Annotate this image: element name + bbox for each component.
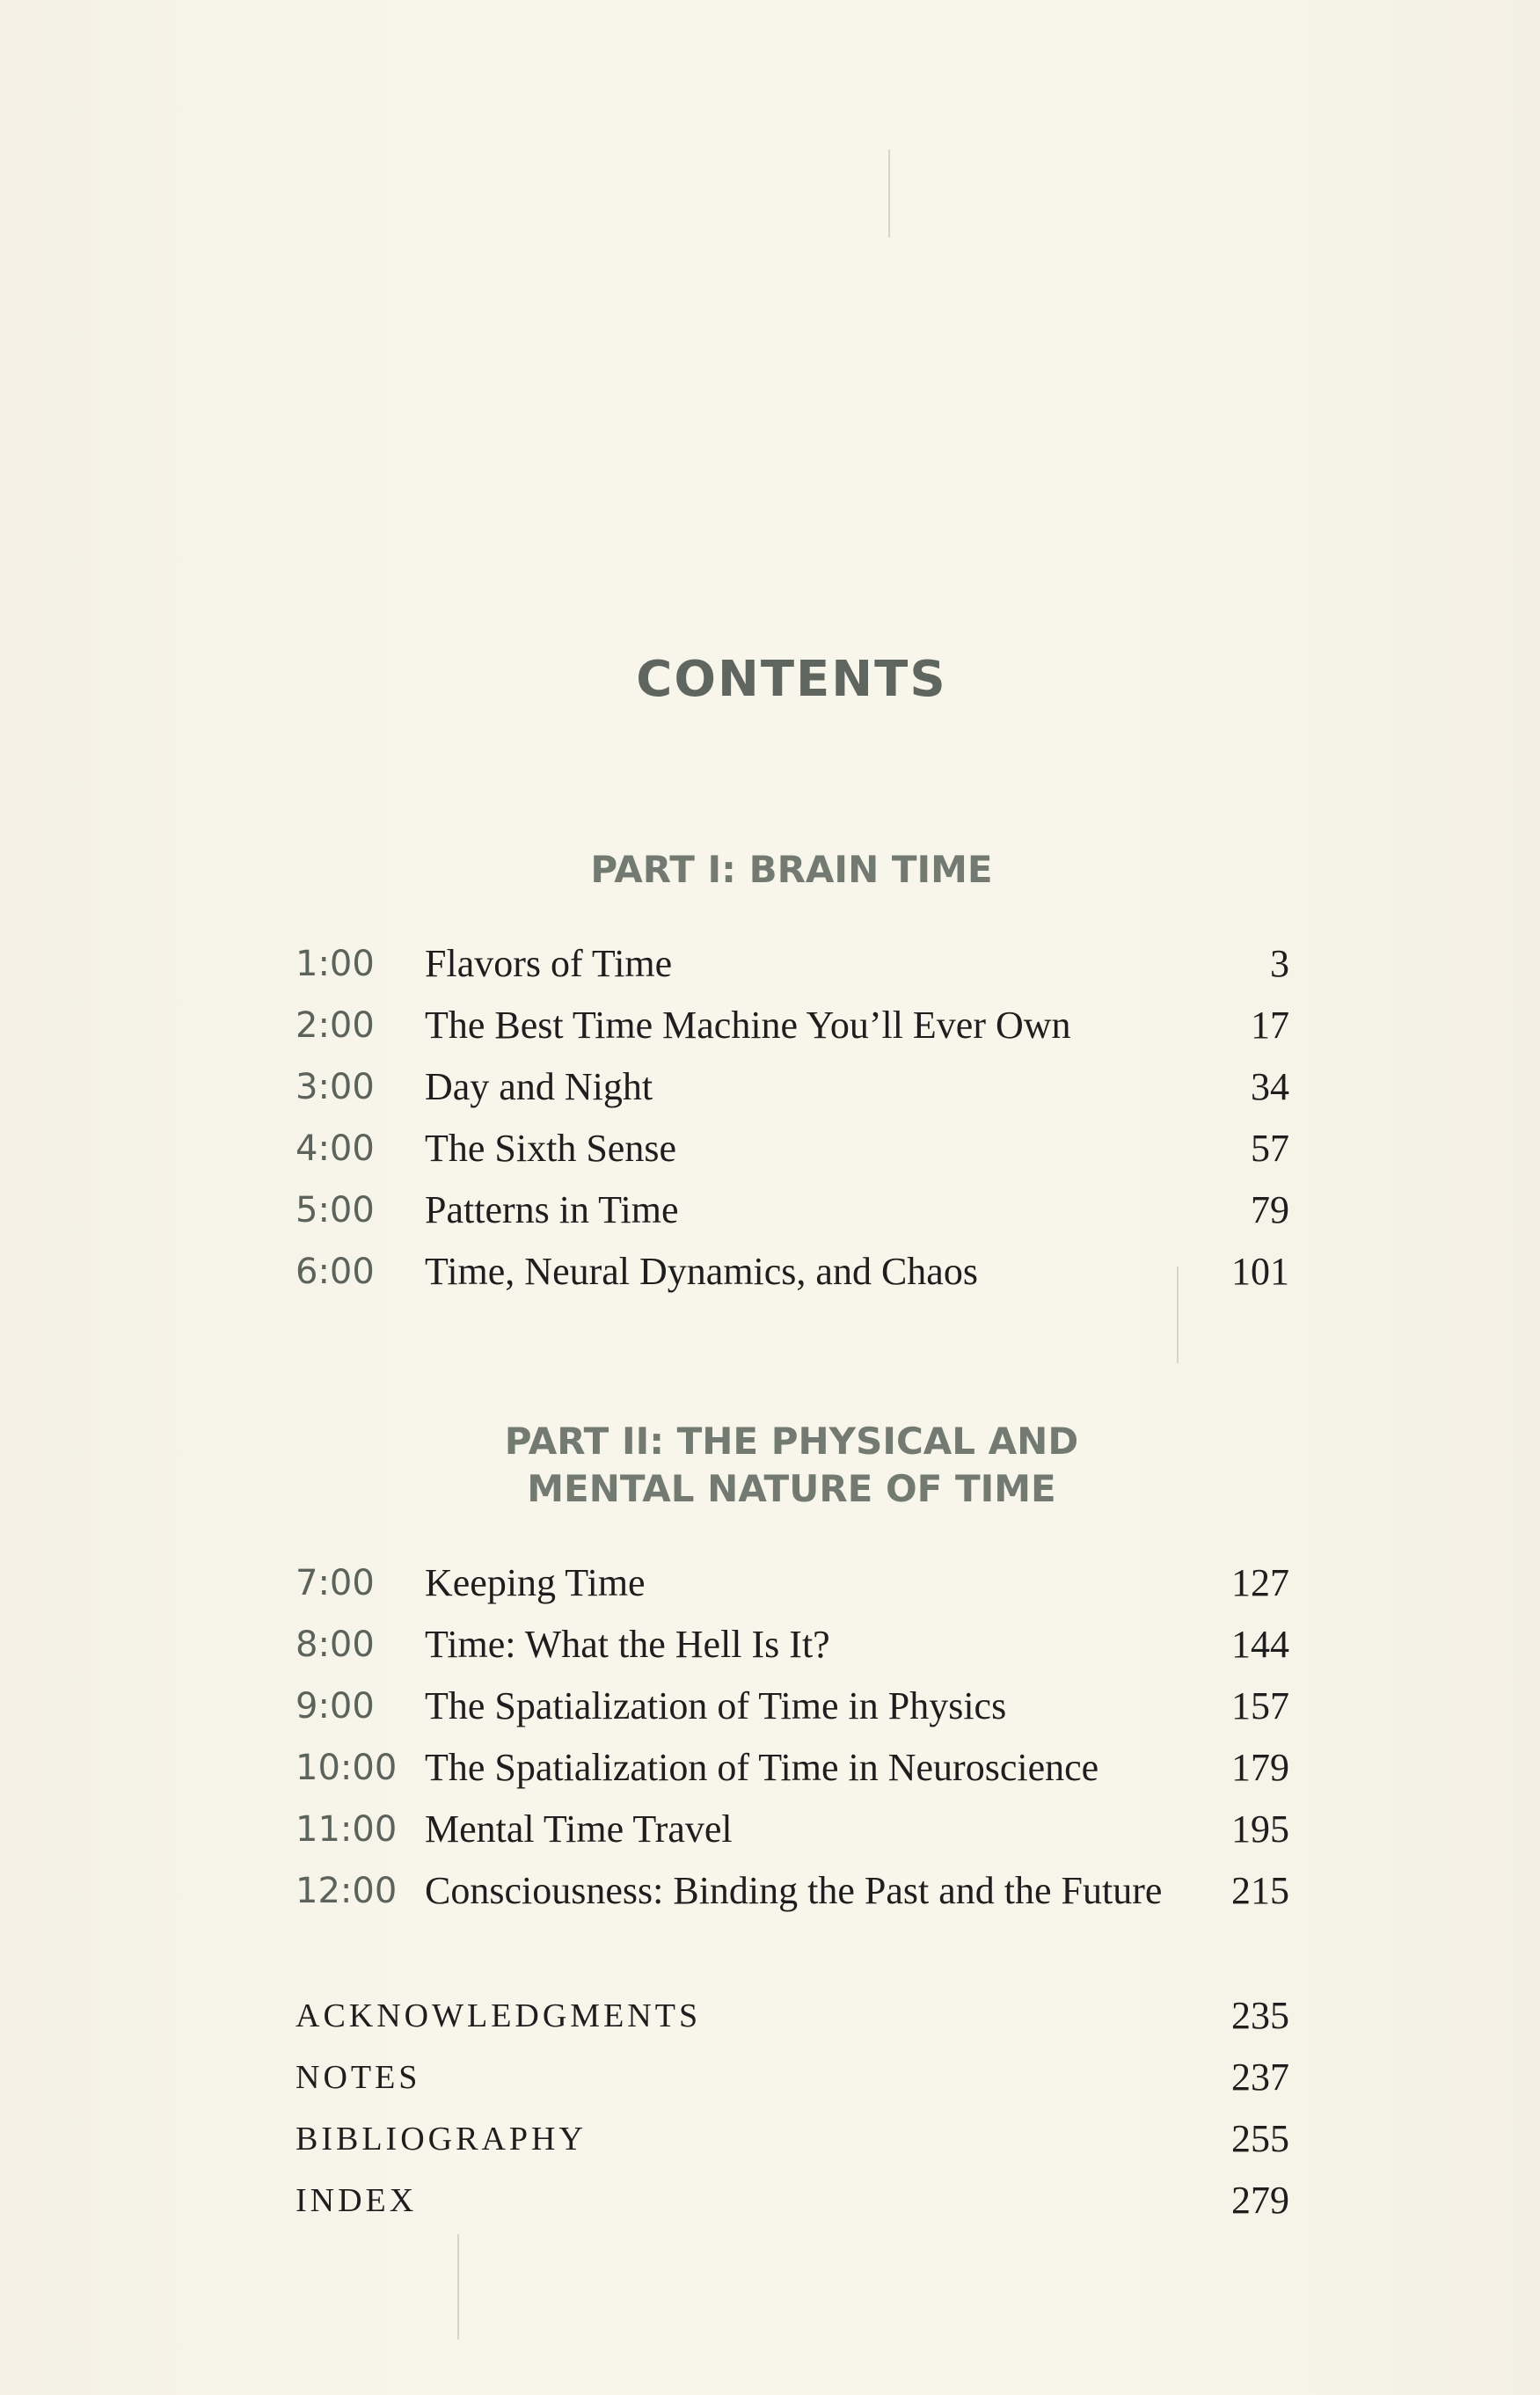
toc-entry[interactable] xyxy=(296,1056,1289,1118)
toc-entry[interactable] xyxy=(296,1860,1289,1922)
chapter-title: Consciousness: Binding the Past and the Future xyxy=(425,1869,1163,1912)
chapter-title: Patterns in Time xyxy=(425,1188,679,1231)
part-2-chapter-list xyxy=(296,1552,1289,1922)
chapter-number: 6:00 xyxy=(296,1252,375,1292)
chapter-page-number: 157 xyxy=(1231,1684,1289,1727)
chapter-title: The Best Time Machine You’ll Ever Own xyxy=(425,1004,1071,1047)
chapter-number: 10:00 xyxy=(296,1748,398,1788)
toc-entry[interactable] xyxy=(296,1737,1289,1799)
part-1-heading-line: PART I: BRAIN TIME xyxy=(590,848,993,891)
back-matter-title: ACKNOWLEDGMENTS xyxy=(296,1997,702,2034)
part-1-chapter-list xyxy=(296,933,1289,1303)
toc-entry[interactable] xyxy=(296,1799,1289,1860)
chapter-title: The Spatialization of Time in Neuroscience xyxy=(425,1746,1099,1789)
chapter-title: Mental Time Travel xyxy=(425,1807,733,1851)
toc-entry[interactable] xyxy=(296,1118,1289,1179)
chapter-page-number: 57 xyxy=(1251,1127,1289,1170)
toc-entry[interactable] xyxy=(296,1179,1289,1241)
chapter-number: 5:00 xyxy=(296,1190,375,1230)
toc-entry[interactable] xyxy=(296,1552,1289,1614)
toc-entry[interactable] xyxy=(296,1614,1289,1676)
page-title: CONTENTS xyxy=(636,651,947,708)
back-matter-page-number: 235 xyxy=(1231,1994,1289,2037)
chapter-number: 11:00 xyxy=(296,1809,398,1850)
toc-entry[interactable] xyxy=(296,2108,1289,2170)
chapter-page-number: 127 xyxy=(1231,1561,1289,1604)
toc-entry[interactable] xyxy=(296,2047,1289,2108)
chapter-page-number: 17 xyxy=(1251,1004,1289,1047)
part-2-heading-line: PART II: THE PHYSICAL AND xyxy=(504,1420,1079,1463)
chapter-title: Flavors of Time xyxy=(425,942,673,985)
chapter-number: 7:00 xyxy=(296,1563,375,1603)
back-matter-list xyxy=(296,1985,1289,2231)
chapter-page-number: 195 xyxy=(1231,1807,1289,1851)
toc-entry[interactable] xyxy=(296,933,1289,995)
toc-entry[interactable] xyxy=(296,2170,1289,2231)
toc-entry[interactable] xyxy=(296,1676,1289,1737)
chapter-title: Time: What the Hell Is It? xyxy=(425,1623,830,1666)
chapter-number: 9:00 xyxy=(296,1686,375,1727)
toc-entry[interactable] xyxy=(296,1985,1289,2047)
chapter-page-number: 215 xyxy=(1231,1869,1289,1912)
part-2-heading-line: MENTAL NATURE OF TIME xyxy=(527,1467,1056,1510)
toc-entry[interactable] xyxy=(296,1241,1289,1303)
chapter-page-number: 79 xyxy=(1251,1188,1289,1231)
back-matter-title: BIBLIOGRAPHY xyxy=(296,2121,587,2158)
part-2-heading xyxy=(0,1418,1540,1513)
chapter-page-number: 179 xyxy=(1231,1746,1289,1789)
chapter-page-number: 144 xyxy=(1231,1623,1289,1666)
back-matter-title: NOTES xyxy=(296,2059,421,2096)
chapter-number: 8:00 xyxy=(296,1625,375,1665)
chapter-title: The Sixth Sense xyxy=(425,1127,676,1170)
back-matter-page-number: 237 xyxy=(1231,2055,1289,2099)
back-matter-page-number: 255 xyxy=(1231,2117,1289,2160)
paper-crease-mark xyxy=(888,150,890,237)
back-matter-title: INDEX xyxy=(296,2182,418,2219)
chapter-number: 1:00 xyxy=(296,944,375,984)
chapter-title: The Spatialization of Time in Physics xyxy=(425,1684,1007,1727)
chapter-number: 2:00 xyxy=(296,1005,375,1046)
chapter-page-number: 34 xyxy=(1251,1065,1289,1108)
part-1-heading xyxy=(0,846,1540,894)
chapter-page-number: 3 xyxy=(1270,942,1289,985)
chapter-number: 3:00 xyxy=(296,1067,375,1107)
chapter-title: Time, Neural Dynamics, and Chaos xyxy=(425,1250,978,1293)
paper-crease-mark xyxy=(457,2234,459,2340)
chapter-number: 12:00 xyxy=(296,1871,398,1911)
toc-entry[interactable] xyxy=(296,995,1289,1056)
chapter-title: Keeping Time xyxy=(425,1561,646,1604)
chapter-page-number: 101 xyxy=(1231,1250,1289,1293)
chapter-number: 4:00 xyxy=(296,1128,375,1169)
back-matter-page-number: 279 xyxy=(1231,2179,1289,2222)
chapter-title: Day and Night xyxy=(425,1065,653,1108)
